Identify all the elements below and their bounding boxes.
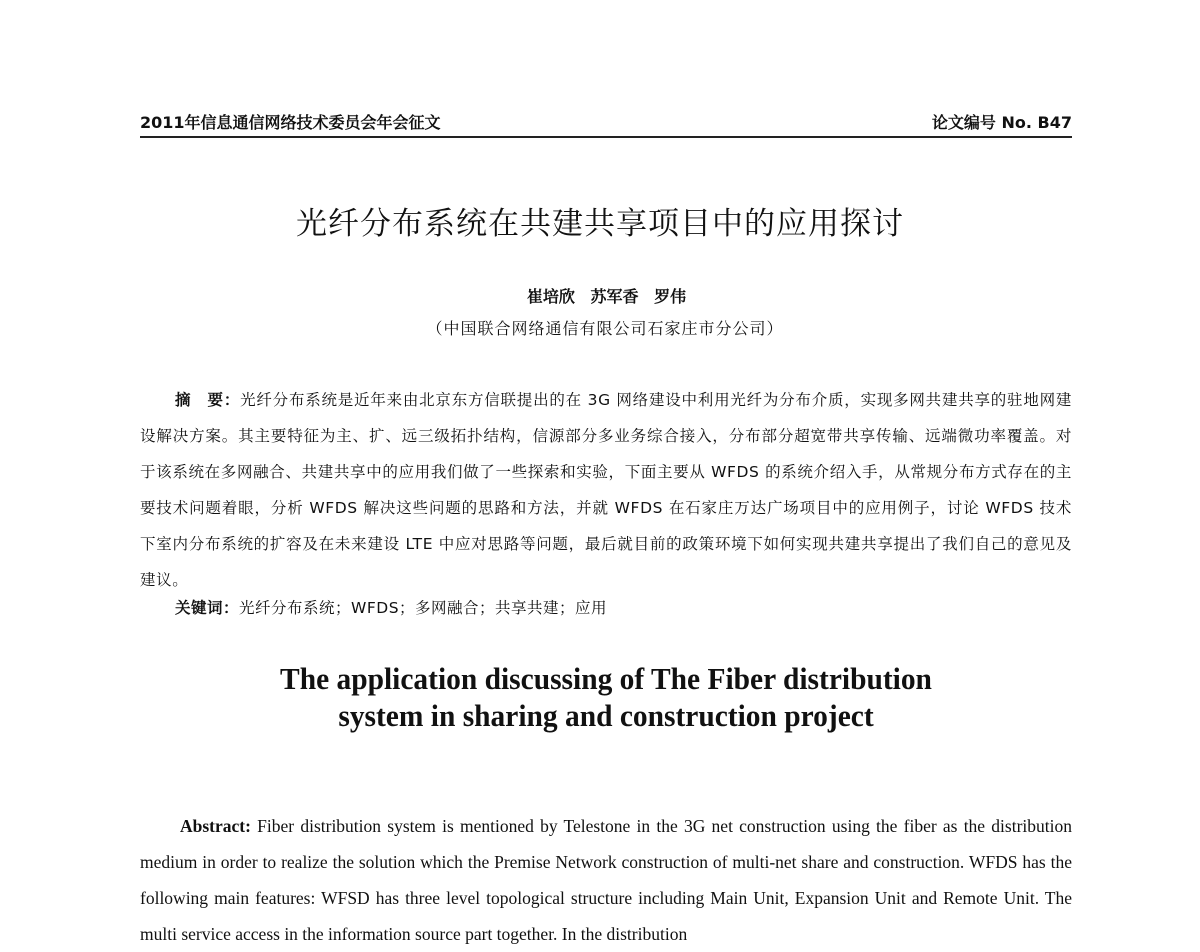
english-title-line1: The application discussing of The Fiber distribution [280, 661, 932, 696]
keywords-cn [175, 596, 607, 618]
keywords-label: 关键词： [175, 599, 240, 617]
keywords-text: 光纤分布系统；WFDS；多网融合；共享共建；应用 [239, 599, 608, 617]
abstract-text-en: Fiber distribution system is mentioned by Telestone in the 3G net construction using the fiber as the distribution medium in order to realize the solution which the Premise Network construction of multi-net share and construction. WFDS has the following main features: WFSD has three level topological structure including Main Unit, Expansion Unit and Remote Unit. The multi service access in the information source part together. In the distribution [140, 816, 1072, 944]
running-header [140, 108, 1072, 138]
english-abstract [140, 808, 1072, 952]
paper-number: 论文编号 No. B47 [931, 113, 1072, 132]
conference-name: 2011年信息通信网络技术委员会年会征文 [140, 113, 441, 132]
affiliation: （中国联合网络通信有限公司石家庄市分公司） [426, 319, 784, 338]
chinese-title: 光纤分布系统在共建共享项目中的应用探讨 [296, 206, 904, 242]
abstract-label-cn: 摘 要： [175, 391, 241, 409]
abstract-text-cn: 光纤分布系统是近年来由北京东方信联提出的在 3G 网络建设中利用光纤为分布介质，实现多网共建共享的驻地网建设解决方案。其主要特征为主、扩、远三级拓扑结构，信源部分多业务综合接入，分布部分超宽带共享传输、远端微功率覆盖。对于该系统在多网融合、共建共享中的应用我们做了一些探索和实验，下面主要从 WFDS 的系统介绍入手，从常规分布方式存在的主要技术问题着眼，分析 WFDS 解决这些问题的思路和方法，并就 WFDS 在石家庄万达广场项目中的应用例子，讨论 WFDS 技术下室内分布系统的扩容及在未来建设 LTE 中应对思路等问题，最后就目前的政策环境下如何实现共建共享提出了我们自己的意见及建议。 [140, 391, 1072, 589]
authors: 崔培欣 苏军香 罗伟 [526, 287, 687, 306]
chinese-abstract [140, 382, 1072, 598]
english-title-line2: system in sharing and construction project [338, 698, 874, 733]
abstract-label-en: Abstract: [180, 816, 251, 836]
english-title [30, 660, 1181, 734]
